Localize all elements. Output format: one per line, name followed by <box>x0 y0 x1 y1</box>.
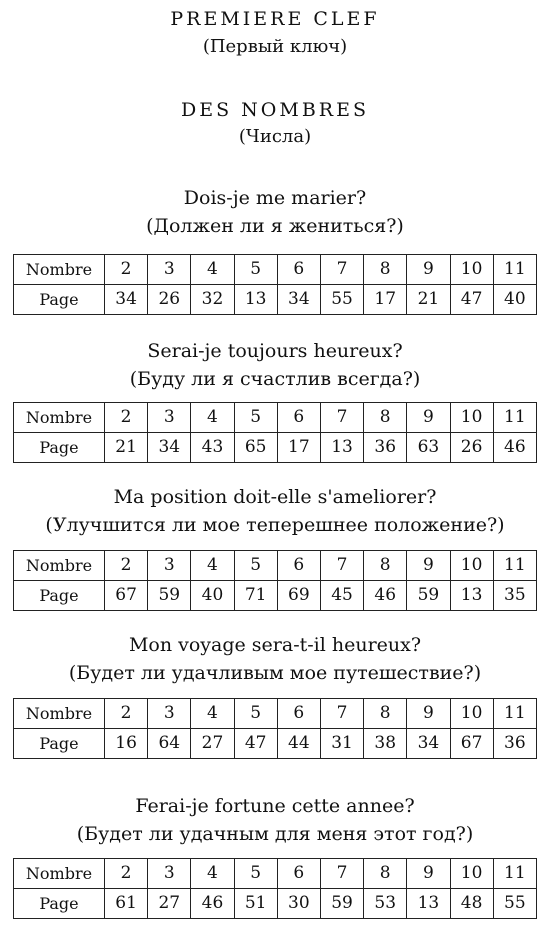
page-label: Page <box>14 889 105 919</box>
page-cell: 44 <box>277 729 320 759</box>
nombre-label: Nombre <box>14 551 105 581</box>
page-cell: 17 <box>364 285 407 315</box>
nombre-cell: 7 <box>320 403 363 433</box>
table-row-nombre <box>14 403 537 433</box>
nombre-cell: 6 <box>277 551 320 581</box>
nombre-cell: 4 <box>191 403 234 433</box>
page-cell: 65 <box>234 433 277 463</box>
nombre-cell: 9 <box>407 551 450 581</box>
page-cell: 26 <box>148 285 191 315</box>
nombre-cell: 2 <box>105 255 148 285</box>
page-cell: 67 <box>450 729 493 759</box>
table-row-page <box>14 729 537 759</box>
number-table-4 <box>13 698 537 759</box>
nombre-cell: 3 <box>148 859 191 889</box>
page-cell: 35 <box>493 581 536 611</box>
page-cell: 34 <box>277 285 320 315</box>
page-cell: 55 <box>320 285 363 315</box>
page-cell: 46 <box>364 581 407 611</box>
nombre-cell: 4 <box>191 699 234 729</box>
page-cell: 47 <box>450 285 493 315</box>
nombre-cell: 5 <box>234 255 277 285</box>
nombre-cell: 4 <box>191 551 234 581</box>
page-cell: 13 <box>320 433 363 463</box>
page-cell: 45 <box>320 581 363 611</box>
page-cell: 51 <box>234 889 277 919</box>
question-4: Mon voyage sera-t-il heureux? <box>128 634 422 656</box>
table-row-nombre <box>14 255 537 285</box>
section-title: DES NOMBRES <box>181 99 369 121</box>
nombre-cell: 3 <box>148 551 191 581</box>
nombre-cell: 4 <box>191 859 234 889</box>
nombre-cell: 8 <box>364 699 407 729</box>
table-row-nombre <box>14 551 537 581</box>
nombre-cell: 10 <box>450 403 493 433</box>
nombre-cell: 5 <box>234 551 277 581</box>
number-table-2 <box>13 402 537 463</box>
nombre-label: Nombre <box>14 699 105 729</box>
nombre-cell: 8 <box>364 859 407 889</box>
nombre-label: Nombre <box>14 859 105 889</box>
page-cell: 34 <box>105 285 148 315</box>
page-cell: 64 <box>148 729 191 759</box>
section-title-translation: (Числа) <box>238 126 312 147</box>
page-label: Page <box>14 581 105 611</box>
page-cell: 30 <box>277 889 320 919</box>
question-5: Ferai-je fortune cette annee? <box>135 795 415 817</box>
nombre-cell: 11 <box>493 551 536 581</box>
nombre-cell: 7 <box>320 551 363 581</box>
page-cell: 40 <box>493 285 536 315</box>
page-label: Page <box>14 285 105 315</box>
nombre-cell: 5 <box>234 859 277 889</box>
nombre-cell: 8 <box>364 403 407 433</box>
nombre-cell: 8 <box>364 551 407 581</box>
table-row-page <box>14 285 537 315</box>
nombre-cell: 2 <box>105 859 148 889</box>
page-cell: 34 <box>148 433 191 463</box>
page-cell: 46 <box>191 889 234 919</box>
question-3: Ma position doit-elle s'ameliorer? <box>113 486 437 508</box>
page-cell: 13 <box>234 285 277 315</box>
table-row-page <box>14 581 537 611</box>
page-cell: 36 <box>364 433 407 463</box>
nombre-cell: 9 <box>407 699 450 729</box>
nombre-cell: 10 <box>450 551 493 581</box>
page-cell: 16 <box>105 729 148 759</box>
question-4-translation: (Будет ли удачливым мое путешествие?) <box>68 662 482 684</box>
nombre-cell: 8 <box>364 255 407 285</box>
page-cell: 26 <box>450 433 493 463</box>
page-cell: 13 <box>450 581 493 611</box>
page-cell: 59 <box>320 889 363 919</box>
table-row-nombre <box>14 859 537 889</box>
nombre-label: Nombre <box>14 403 105 433</box>
page-cell: 59 <box>407 581 450 611</box>
nombre-cell: 3 <box>148 255 191 285</box>
table-row-page <box>14 889 537 919</box>
nombre-label: Nombre <box>14 255 105 285</box>
nombre-cell: 3 <box>148 403 191 433</box>
page-cell: 34 <box>407 729 450 759</box>
page-cell: 13 <box>407 889 450 919</box>
number-table-1 <box>13 254 537 315</box>
question-2-translation: (Буду ли я счастлив всегда?) <box>129 368 421 390</box>
page-label: Page <box>14 729 105 759</box>
nombre-cell: 6 <box>277 699 320 729</box>
page-cell: 53 <box>364 889 407 919</box>
page-cell: 61 <box>105 889 148 919</box>
nombre-cell: 2 <box>105 699 148 729</box>
question-2: Serai-je toujours heureux? <box>147 340 403 362</box>
page-cell: 27 <box>191 729 234 759</box>
nombre-cell: 2 <box>105 403 148 433</box>
nombre-cell: 10 <box>450 699 493 729</box>
nombre-cell: 11 <box>493 255 536 285</box>
nombre-cell: 6 <box>277 859 320 889</box>
page-cell: 47 <box>234 729 277 759</box>
nombre-cell: 6 <box>277 255 320 285</box>
table-row-page <box>14 433 537 463</box>
nombre-cell: 11 <box>493 859 536 889</box>
nombre-cell: 7 <box>320 255 363 285</box>
nombre-cell: 4 <box>191 255 234 285</box>
question-1: Dois-je me marier? <box>183 187 367 209</box>
page-cell: 36 <box>493 729 536 759</box>
nombre-cell: 9 <box>407 859 450 889</box>
page-cell: 21 <box>105 433 148 463</box>
page-cell: 55 <box>493 889 536 919</box>
number-table-5 <box>13 858 537 919</box>
page-cell: 63 <box>407 433 450 463</box>
nombre-cell: 7 <box>320 699 363 729</box>
question-3-translation: (Улучшится ли мое теперешнее положение?) <box>45 514 505 536</box>
page-cell: 46 <box>493 433 536 463</box>
page-cell: 71 <box>234 581 277 611</box>
nombre-cell: 3 <box>148 699 191 729</box>
main-title: PREMIERE CLEF <box>170 8 380 30</box>
nombre-cell: 10 <box>450 255 493 285</box>
nombre-cell: 10 <box>450 859 493 889</box>
page-cell: 40 <box>191 581 234 611</box>
page-cell: 69 <box>277 581 320 611</box>
question-5-translation: (Будет ли удачным для меня этот год?) <box>76 823 474 845</box>
page-cell: 67 <box>105 581 148 611</box>
question-1-translation: (Должен ли я жениться?) <box>146 215 404 237</box>
page-label: Page <box>14 433 105 463</box>
page-cell: 32 <box>191 285 234 315</box>
page-cell: 21 <box>407 285 450 315</box>
nombre-cell: 7 <box>320 859 363 889</box>
nombre-cell: 6 <box>277 403 320 433</box>
main-title-translation: (Первый ключ) <box>202 36 348 57</box>
page-cell: 17 <box>277 433 320 463</box>
nombre-cell: 9 <box>407 403 450 433</box>
nombre-cell: 5 <box>234 699 277 729</box>
page-cell: 38 <box>364 729 407 759</box>
page-cell: 43 <box>191 433 234 463</box>
page-cell: 59 <box>148 581 191 611</box>
nombre-cell: 11 <box>493 403 536 433</box>
page-cell: 27 <box>148 889 191 919</box>
page-cell: 31 <box>320 729 363 759</box>
nombre-cell: 2 <box>105 551 148 581</box>
number-table-3 <box>13 550 537 611</box>
nombre-cell: 9 <box>407 255 450 285</box>
nombre-cell: 11 <box>493 699 536 729</box>
nombre-cell: 5 <box>234 403 277 433</box>
table-row-nombre <box>14 699 537 729</box>
page-cell: 48 <box>450 889 493 919</box>
